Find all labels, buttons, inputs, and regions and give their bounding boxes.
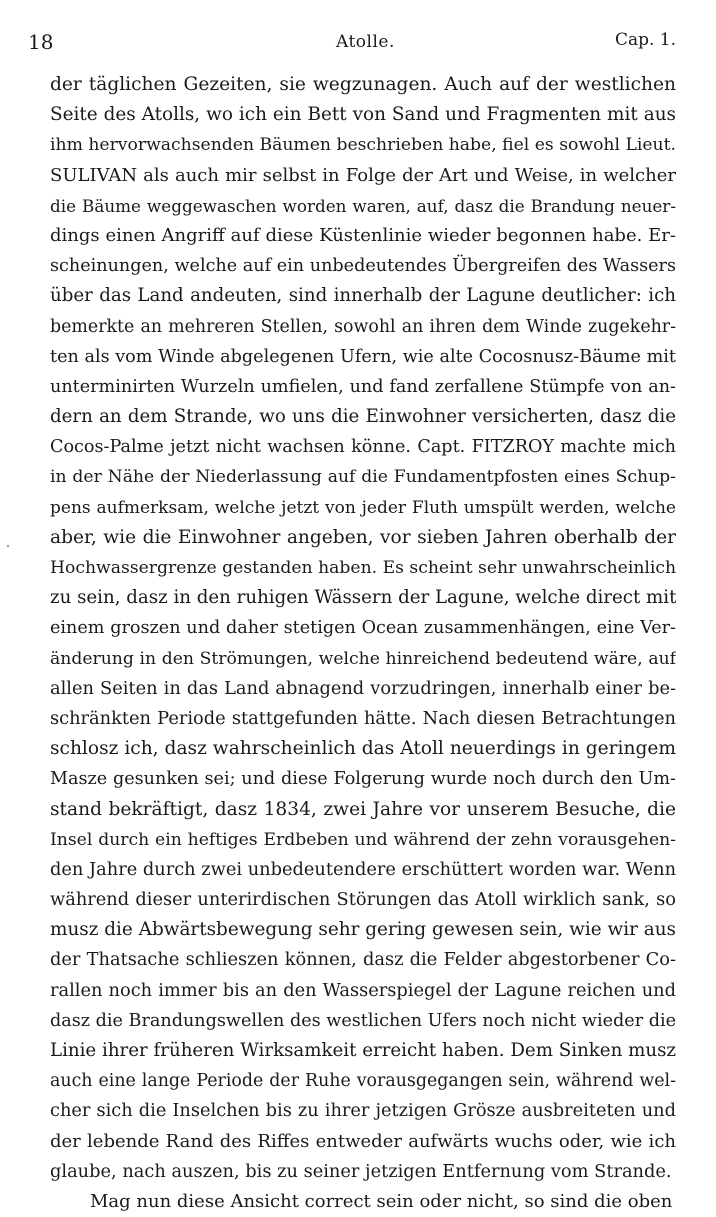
text-line: einem groszen und daher stetigen Ocean zusammenhängen, eine Ver- [50, 618, 676, 639]
text-line: glaube, nach auszen, bis zu seiner jetzigen Entfernung vom Strande. [50, 1160, 672, 1182]
text-line: auch eine lange Periode der Ruhe vorausgegangen sein, während wel- [50, 1071, 676, 1092]
text-line: allen Seiten in das Land abnagend vorzudringen, innerhalb einer be- [50, 677, 676, 699]
body-text [50, 70, 676, 1217]
text-line: in der Nähe der Niederlassung auf die Fundamentpfosten eines Schup- [50, 467, 676, 488]
text-line: die Bäume weggewaschen worden waren, auf, dasz die Brandung neuer- [50, 195, 676, 216]
text-line: unterminirten Wurzeln umfielen, und fand zerfallene Stümpfe von an- [50, 376, 676, 397]
text-line: ihm hervorwachsenden Bäumen beschrieben habe, fiel es sowohl Lieut. [50, 135, 676, 156]
chapter-label: Cap. 1. [614, 30, 676, 50]
text-line: Seite des Atolls, wo ich ein Bett von Sand und Fragmenten mit aus [50, 104, 676, 126]
scan-speck [7, 545, 9, 547]
text-line: Cocos-Palme jetzt nicht wachsen könne. Capt. FITZROY machte mich [50, 437, 676, 458]
text-line: bemerkte an mehreren Stellen, sowohl an ihren dem Winde zugekehr- [50, 316, 676, 337]
text-line: der lebende Rand des Riffes entweder aufwärts wuchs oder, wie ich [50, 1130, 676, 1152]
text-line: pens aufmerksam, welche jetzt von jeder Fluth umspült werden, welche [50, 497, 676, 518]
text-line: der Thatsache schlieszen können, dasz die Felder abgestorbener Co- [50, 949, 676, 971]
text-line: stand bekräftigt, dasz 1834, zwei Jahre vor unserem Besuche, die [50, 798, 676, 820]
text-line: SULIVAN als auch mir selbst in Folge der Art und Weise, in welcher [50, 164, 676, 186]
text-line: dings einen Angriff auf diese Küstenlinie wieder begonnen habe. Er- [50, 224, 676, 246]
text-line: der täglichen Gezeiten, sie wegzunagen. Auch auf der westlichen [50, 74, 676, 95]
text-line: musz die Abwärtsbewegung sehr gering gewesen sein, wie wir aus [50, 919, 676, 941]
text-line: dern an dem Strande, wo uns die Einwohner versicherten, dasz die [50, 406, 676, 428]
page-header [28, 30, 676, 60]
text-line: zu sein, dasz in den ruhigen Wässern der Lagune, welche direct mit [50, 587, 676, 609]
text-line: scheinungen, welche auf ein unbedeutendes Übergreifen des Wassers [50, 256, 676, 277]
text-line: änderung in den Strömungen, welche hinreichend bedeutend wäre, auf [50, 648, 676, 669]
text-line: Insel durch ein heftiges Erdbeben und während der zehn vorausgehen- [50, 829, 676, 850]
text-line: ten als vom Winde abgelegenen Ufern, wie alte Cocosnusz-Bäume mit [50, 346, 676, 367]
text-line: rallen noch immer bis an den Wasserspiegel der Lagune reichen und [50, 979, 676, 1001]
text-line: während dieser unterirdischen Störungen das Atoll wirklich sank, so [50, 889, 676, 911]
running-title: Atolle. [336, 32, 395, 52]
paragraph-start-line: Mag nun diese Ansicht correct sein oder nicht, so sind die oben [90, 1190, 673, 1212]
text-line: cher sich die Inselchen bis zu ihrer jetzigen Grösze ausbreiteten und [50, 1100, 676, 1122]
text-line: Hochwassergrenze gestanden haben. Es scheint sehr unwahrscheinlich [50, 558, 676, 578]
text-line: über das Land andeuten, sind innerhalb der Lagune deutlicher: ich [50, 285, 676, 307]
text-line: schlosz ich, dasz wahrscheinlich das Atoll neuerdings in geringem [50, 738, 676, 760]
text-line: Masze gesunken sei; und diese Folgerung wurde noch durch den Um- [50, 769, 676, 790]
page-number: 18 [28, 30, 54, 54]
text-line: den Jahre durch zwei unbedeutendere erschüttert worden war. Wenn [50, 858, 676, 880]
text-line: aber, wie die Einwohner angeben, vor sieben Jahren oberhalb der [50, 526, 676, 548]
text-line: Linie ihrer früheren Wirksamkeit erreicht haben. Dem Sinken musz [50, 1040, 676, 1061]
text-line: schränkten Periode stattgefunden hätte. Nach diesen Betrachtungen [50, 707, 676, 729]
text-line: dasz die Brandungswellen des westlichen Ufers noch nicht wieder die [50, 1010, 676, 1031]
